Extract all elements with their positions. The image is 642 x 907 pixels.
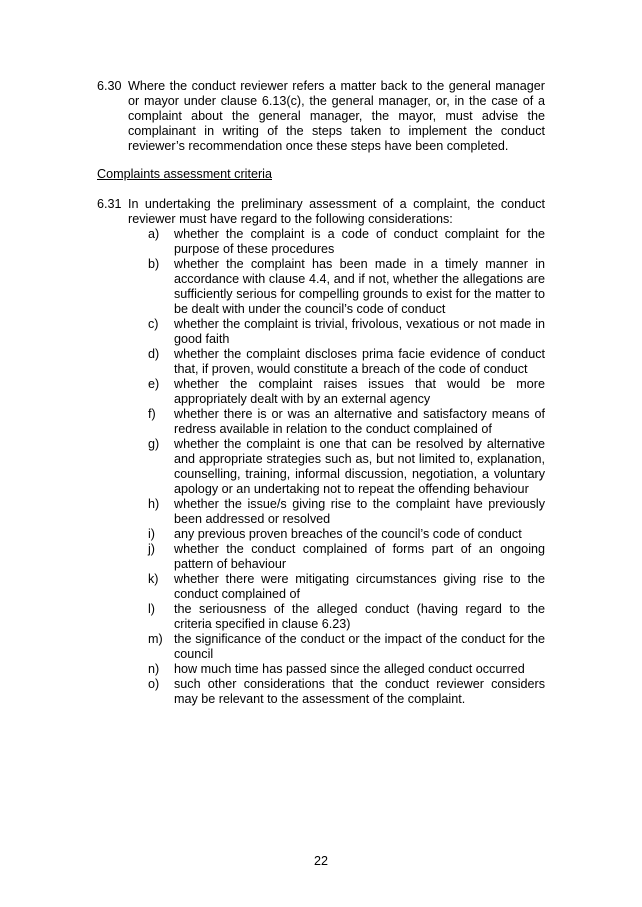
considerations-list	[148, 227, 545, 707]
list-item	[148, 377, 545, 407]
item-text: whether the conduct complained of forms part of an ongoing pattern of behaviour	[174, 542, 545, 571]
item-letter: m)	[148, 632, 163, 646]
item-text: whether the complaint is one that can be resolved by alternative and appropriate strategies such as, but not limited to, explanation, counselling, training, informal discussion, negotiation, a voluntary apology or an undertaking not to repeat the offending behaviour	[174, 437, 545, 496]
item-letter: c)	[148, 317, 159, 331]
list-item	[148, 602, 545, 632]
item-text: the significance of the conduct or the impact of the conduct for the council	[174, 632, 545, 661]
item-text: how much time has passed since the alleged conduct occurred	[174, 662, 525, 676]
item-letter: h)	[148, 497, 160, 511]
item-text: whether there were mitigating circumstances giving rise to the conduct complained of	[174, 572, 545, 601]
clause-6-31	[97, 197, 545, 227]
item-letter: b)	[148, 257, 160, 271]
list-item	[148, 572, 545, 602]
item-text: whether there is or was an alternative and satisfactory means of redress available in relation to the conduct complained of	[174, 407, 545, 436]
item-letter: g)	[148, 437, 160, 451]
clause-text: In undertaking the preliminary assessment of a complaint, the conduct reviewer must have regard to the following considerations:	[128, 197, 545, 226]
item-letter: d)	[148, 347, 160, 361]
item-text: whether the complaint raises issues that would be more appropriately dealt with by an external agency	[174, 377, 545, 406]
list-item	[148, 317, 545, 347]
list-item	[148, 497, 545, 527]
list-item	[148, 407, 545, 437]
item-letter: a)	[148, 227, 160, 241]
clause-text: Where the conduct reviewer refers a matter back to the general manager or mayor under clause 6.13(c), the general manager, or, in the case of a complaint about the general manager, the mayor, must advise the complainant in writing of the steps taken to implement the conduct reviewer’s recommendation once these steps have been completed.	[128, 79, 545, 153]
item-text: such other considerations that the conduct reviewer considers may be relevant to the assessment of the complaint.	[174, 677, 545, 706]
list-item	[148, 632, 545, 662]
item-letter: n)	[148, 662, 160, 676]
page-number: 22	[313, 854, 328, 868]
list-item	[148, 227, 545, 257]
list-item	[148, 677, 545, 707]
section-heading: Complaints assessment criteria	[97, 167, 272, 181]
item-text: whether the complaint is trivial, frivolous, vexatious or not made in good faith	[174, 317, 545, 346]
clause-number: 6.30	[97, 79, 122, 93]
item-text: whether the complaint has been made in a timely manner in accordance with clause 4.4, and if not, whether the allegations are sufficiently serious for compelling grounds to exist for the matter to be dealt with under the council’s code of conduct	[174, 257, 545, 316]
item-letter: i)	[148, 527, 155, 541]
list-item	[148, 527, 545, 542]
list-item	[148, 437, 545, 497]
item-letter: k)	[148, 572, 159, 586]
list-item	[148, 347, 545, 377]
item-letter: j)	[148, 542, 155, 556]
list-item	[148, 542, 545, 572]
list-item	[148, 257, 545, 317]
clause-number: 6.31	[97, 197, 122, 211]
item-letter: o)	[148, 677, 160, 691]
item-letter: e)	[148, 377, 160, 391]
item-letter: l)	[148, 602, 155, 616]
item-text: the seriousness of the alleged conduct (having regard to the criteria specified in clause 6.23)	[174, 602, 545, 631]
item-text: whether the complaint is a code of conduct complaint for the purpose of these procedures	[174, 227, 545, 256]
list-item	[148, 662, 545, 677]
item-text: whether the complaint discloses prima facie evidence of conduct that, if proven, would constitute a breach of the code of conduct	[174, 347, 545, 376]
item-text: whether the issue/s giving rise to the complaint have previously been addressed or resolved	[174, 497, 545, 526]
clause-6-30	[97, 79, 545, 154]
item-letter: f)	[148, 407, 156, 421]
item-text: any previous proven breaches of the council’s code of conduct	[174, 527, 522, 541]
